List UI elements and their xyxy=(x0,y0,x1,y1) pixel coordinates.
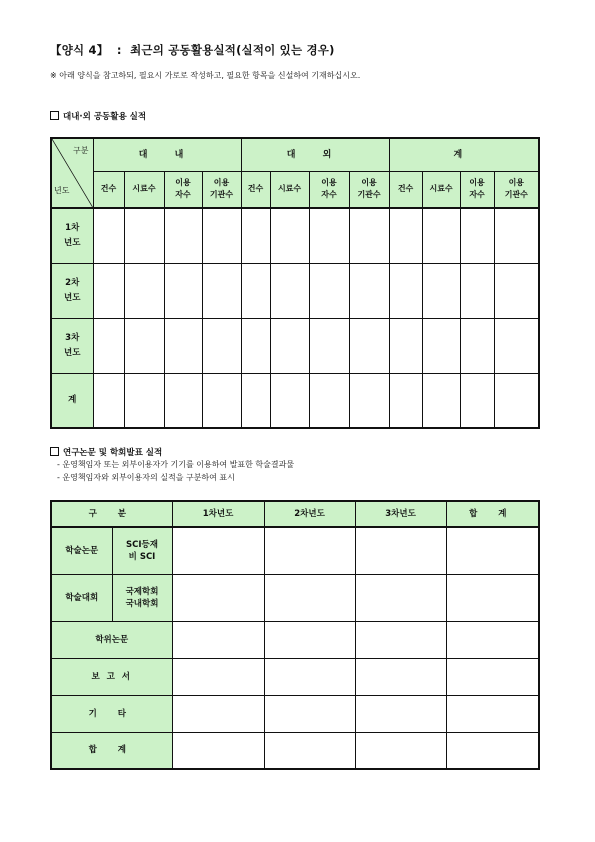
data-cell[interactable] xyxy=(349,208,389,263)
data-cell[interactable] xyxy=(355,695,446,732)
data-cell[interactable] xyxy=(202,208,241,263)
data-cell[interactable] xyxy=(270,373,309,428)
data-cell[interactable] xyxy=(264,527,355,574)
data-cell[interactable] xyxy=(172,732,264,769)
data-cell[interactable] xyxy=(124,263,164,318)
row-label-total: 계 xyxy=(51,373,93,428)
data-cell[interactable] xyxy=(124,373,164,428)
data-cell[interactable] xyxy=(460,263,494,318)
form-label: 【양식 4】 xyxy=(50,43,109,57)
data-cell[interactable] xyxy=(172,621,264,658)
row-label-year2: 2차 년도 xyxy=(51,263,93,318)
group-header-external: 대 외 xyxy=(241,138,389,171)
data-cell[interactable] xyxy=(202,263,241,318)
data-cell[interactable] xyxy=(164,208,202,263)
data-cell[interactable] xyxy=(389,373,422,428)
data-cell[interactable] xyxy=(422,373,460,428)
data-cell[interactable] xyxy=(270,208,309,263)
table-row xyxy=(51,621,539,658)
section2-title: 연구논문 및 학회발표 실적 xyxy=(63,448,163,458)
data-cell[interactable] xyxy=(309,263,349,318)
data-cell[interactable] xyxy=(349,263,389,318)
data-cell[interactable] xyxy=(202,373,241,428)
category-header: 구 분 xyxy=(51,501,172,527)
bullet-item: - 운영책임자 또는 외부이용자가 기기를 이용하여 발표한 학술결과물 xyxy=(57,460,295,469)
corner-top-label: 구분 xyxy=(73,146,89,155)
data-cell[interactable] xyxy=(164,263,202,318)
data-cell[interactable] xyxy=(241,373,270,428)
subcol-header: 이용 기관수 xyxy=(202,171,241,208)
section1-heading xyxy=(50,110,146,122)
data-cell[interactable] xyxy=(446,527,539,574)
data-cell[interactable] xyxy=(446,574,539,621)
joint-use-table xyxy=(50,137,540,429)
data-cell[interactable] xyxy=(264,621,355,658)
table-row xyxy=(51,658,539,695)
checkbox-square-icon xyxy=(50,447,59,456)
data-cell[interactable] xyxy=(270,263,309,318)
subcol-header: 건수 xyxy=(93,171,124,208)
data-cell[interactable] xyxy=(422,263,460,318)
data-cell[interactable] xyxy=(389,208,422,263)
row-label-other: 기 타 xyxy=(51,695,172,732)
table-row xyxy=(51,574,539,621)
section2-bullets xyxy=(57,458,294,484)
data-cell[interactable] xyxy=(460,208,494,263)
subcol-header: 시료수 xyxy=(270,171,309,208)
data-cell[interactable] xyxy=(172,695,264,732)
data-cell[interactable] xyxy=(494,208,539,263)
data-cell[interactable] xyxy=(241,318,270,373)
table-row xyxy=(51,695,539,732)
data-cell[interactable] xyxy=(172,527,264,574)
subcol-header: 시료수 xyxy=(422,171,460,208)
data-cell[interactable] xyxy=(355,621,446,658)
subcol-header: 이용 자수 xyxy=(164,171,202,208)
data-cell[interactable] xyxy=(460,373,494,428)
col-header-total: 합 계 xyxy=(446,501,539,527)
corner-header-cell xyxy=(51,138,93,208)
data-cell[interactable] xyxy=(124,208,164,263)
group-header-total: 계 xyxy=(389,138,539,171)
data-cell[interactable] xyxy=(93,318,124,373)
title-text: 최근의 공동활용실적(실적이 있는 경우) xyxy=(130,43,335,57)
table-row xyxy=(51,732,539,769)
data-cell[interactable] xyxy=(422,318,460,373)
subcol-header: 이용 기관수 xyxy=(349,171,389,208)
col-header-year1: 1차년도 xyxy=(172,501,264,527)
data-cell[interactable] xyxy=(164,373,202,428)
data-cell[interactable] xyxy=(446,732,539,769)
data-cell[interactable] xyxy=(355,574,446,621)
data-cell[interactable] xyxy=(389,263,422,318)
data-cell[interactable] xyxy=(264,695,355,732)
data-cell[interactable] xyxy=(309,373,349,428)
section2-heading xyxy=(50,446,162,458)
data-cell[interactable] xyxy=(355,658,446,695)
col-header-year2: 2차년도 xyxy=(264,501,355,527)
row-label-year3: 3차 년도 xyxy=(51,318,93,373)
data-cell[interactable] xyxy=(264,658,355,695)
data-cell[interactable] xyxy=(446,621,539,658)
title-separator: : xyxy=(116,43,122,57)
instruction-note: ※ 아래 양식을 참고하되, 필요시 가로로 작성하고, 필요한 항목을 신설하여 기재하십시오. xyxy=(50,71,361,80)
data-cell[interactable] xyxy=(494,263,539,318)
data-cell[interactable] xyxy=(93,263,124,318)
data-cell[interactable] xyxy=(202,318,241,373)
row-label-conferences: 학술대회 xyxy=(51,574,112,621)
data-cell[interactable] xyxy=(460,318,494,373)
data-cell[interactable] xyxy=(93,208,124,263)
table-row xyxy=(51,318,539,373)
subcol-header: 이용 자수 xyxy=(460,171,494,208)
data-cell[interactable] xyxy=(124,318,164,373)
data-cell[interactable] xyxy=(172,658,264,695)
data-cell[interactable] xyxy=(264,574,355,621)
subcol-header: 이용 기관수 xyxy=(494,171,539,208)
row-sublabel-conferences: 국제학회 국내학회 xyxy=(112,574,172,621)
section1-title: 대내·외 공동활용 실적 xyxy=(63,112,147,122)
subcol-header: 건수 xyxy=(389,171,422,208)
data-cell[interactable] xyxy=(309,318,349,373)
data-cell[interactable] xyxy=(446,658,539,695)
data-cell[interactable] xyxy=(494,318,539,373)
data-cell[interactable] xyxy=(164,318,202,373)
col-header-year3: 3차년도 xyxy=(355,501,446,527)
data-cell[interactable] xyxy=(270,318,309,373)
data-cell[interactable] xyxy=(355,732,446,769)
data-cell[interactable] xyxy=(349,318,389,373)
subcol-header: 건수 xyxy=(241,171,270,208)
row-sublabel-papers: SCI등재 비 SCI xyxy=(112,527,172,574)
row-label-year1: 1차 년도 xyxy=(51,208,93,263)
subcol-header: 시료수 xyxy=(124,171,164,208)
data-cell[interactable] xyxy=(172,574,264,621)
data-cell[interactable] xyxy=(389,318,422,373)
page-title xyxy=(50,42,335,58)
data-cell[interactable] xyxy=(355,527,446,574)
row-label-theses: 학위논문 xyxy=(51,621,172,658)
publications-table xyxy=(50,500,540,770)
data-cell[interactable] xyxy=(349,373,389,428)
row-label-papers: 학술논문 xyxy=(51,527,112,574)
bullet-item: - 운영책임자와 외부이용자의 실적을 구분하여 표시 xyxy=(57,473,235,482)
table-row xyxy=(51,527,539,574)
data-cell[interactable] xyxy=(422,208,460,263)
subcol-header: 이용 자수 xyxy=(309,171,349,208)
data-cell[interactable] xyxy=(241,263,270,318)
table-row xyxy=(51,208,539,263)
data-cell[interactable] xyxy=(309,208,349,263)
corner-bottom-label: 년도 xyxy=(54,186,70,195)
data-cell[interactable] xyxy=(446,695,539,732)
data-cell[interactable] xyxy=(264,732,355,769)
group-header-internal: 대 내 xyxy=(93,138,241,171)
row-label-reports: 보 고 서 xyxy=(51,658,172,695)
data-cell[interactable] xyxy=(93,373,124,428)
table-row xyxy=(51,263,539,318)
data-cell[interactable] xyxy=(241,208,270,263)
checkbox-square-icon xyxy=(50,111,59,120)
row-label-sum: 합 계 xyxy=(51,732,172,769)
table-row xyxy=(51,373,539,428)
data-cell[interactable] xyxy=(494,373,539,428)
